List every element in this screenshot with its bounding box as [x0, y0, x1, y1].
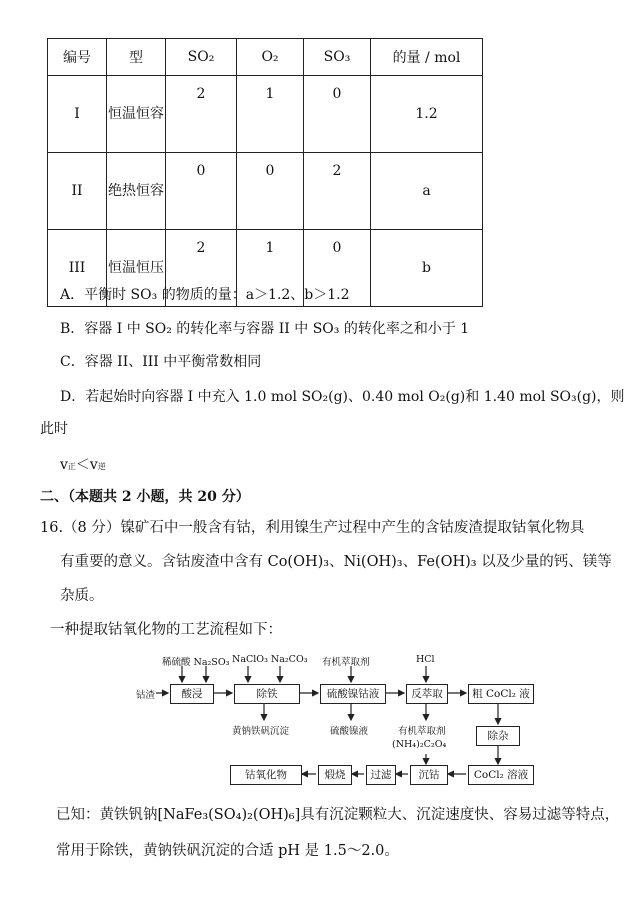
q16-line3: 杂质。	[60, 588, 104, 604]
reagents-2: NaClO₃ Na₂CO₃	[232, 654, 308, 665]
reaction-table	[47, 38, 483, 307]
col-so2: SO₂	[166, 39, 237, 76]
table-row: II 绝热恒容 0 0 2 a	[48, 153, 483, 230]
known-line1: 已知：黄铁钒钠[NaFe₃(SO₄)₂(OH)₆]具有沉淀颗粒大、沉淀速度快、容易过滤等特点，	[56, 807, 620, 823]
reagents-3: 有机萃取剂	[322, 657, 370, 668]
section-heading: 二、（本题共 2 小题，共 20 分）	[40, 489, 250, 505]
table-row: III 恒温恒压 2 1 0 b	[48, 230, 483, 307]
box-acid-leach: 酸浸	[170, 684, 214, 704]
q16-line2: 有重要的意义。含钴废渣中含有 Co(OH)₃、Ni(OH)₃、Fe(OH)₃ 以及少量的钙、镁等	[60, 554, 612, 570]
option-d-cont: 此时	[40, 421, 68, 437]
col-so3: SO₃	[304, 39, 371, 76]
table-row: I 恒温恒容 2 1 0 1.2	[48, 76, 483, 153]
box-impurity-removal: 除杂	[476, 726, 520, 746]
byproduct-3: 有机萃取剂	[398, 726, 446, 737]
flow-start: 钴渣	[136, 690, 156, 701]
col-amount: 的量 / mol	[371, 39, 483, 76]
reagents-1: 稀硫酸 Na₂SO₃	[162, 657, 230, 668]
known-line2: 常用于除铁，黄钠铁矾沉淀的合适 pH 是 1.5～2.0。	[56, 843, 399, 859]
box-iron-removal: 除铁	[234, 684, 300, 704]
option-a: A．平衡时 SO₃ 的物质的量：a＞1.2、b＞1.2	[60, 287, 350, 303]
box-crude-cocl2: 粗 CoCl₂ 液	[468, 684, 534, 704]
option-c: C．容器 II、III 中平衡常数相同	[60, 354, 262, 370]
box-back-extraction: 反萃取	[406, 684, 448, 704]
option-b: B．容器 I 中 SO₂ 的转化率与容器 II 中 SO₃ 的转化率之和小于 1	[60, 321, 470, 337]
box-cobalt-oxide: 钴氧化物	[230, 765, 302, 785]
box-sulfate-solution: 硫酸镍钴液	[320, 684, 386, 704]
box-calcine: 煅烧	[318, 765, 352, 785]
byproduct-1: 黄钠铁矾沉淀	[232, 726, 290, 737]
process-flow-diagram	[136, 654, 610, 784]
byproduct-4: (NH₄)₂C₂O₄	[392, 739, 447, 750]
option-d-rate: v正＜v逆	[60, 457, 106, 473]
option-d: D．若起始时向容器 I 中充入 1.0 mol SO₂(g)、0.40 mol O₂(g)和 1.40 mol SO₃(g)，则	[60, 389, 625, 405]
col-id: 编号	[48, 39, 107, 76]
col-type: 型	[107, 39, 166, 76]
box-filter: 过滤	[366, 765, 396, 785]
col-o2: O₂	[237, 39, 304, 76]
q16-line1: 16.（8 分）镍矿石中一般含有钴，利用镍生产过程中产生的含钴废渣提取钴氧化物具	[40, 520, 585, 536]
box-cocl2-solution: CoCl₂ 溶液	[468, 765, 534, 785]
reagents-4: HCl	[416, 654, 435, 665]
byproduct-2: 硫酸镍液	[330, 726, 369, 737]
q16-line4: 一种提取钴氧化物的工艺流程如下：	[50, 622, 282, 638]
box-cobalt-precip: 沉钴	[410, 765, 448, 785]
